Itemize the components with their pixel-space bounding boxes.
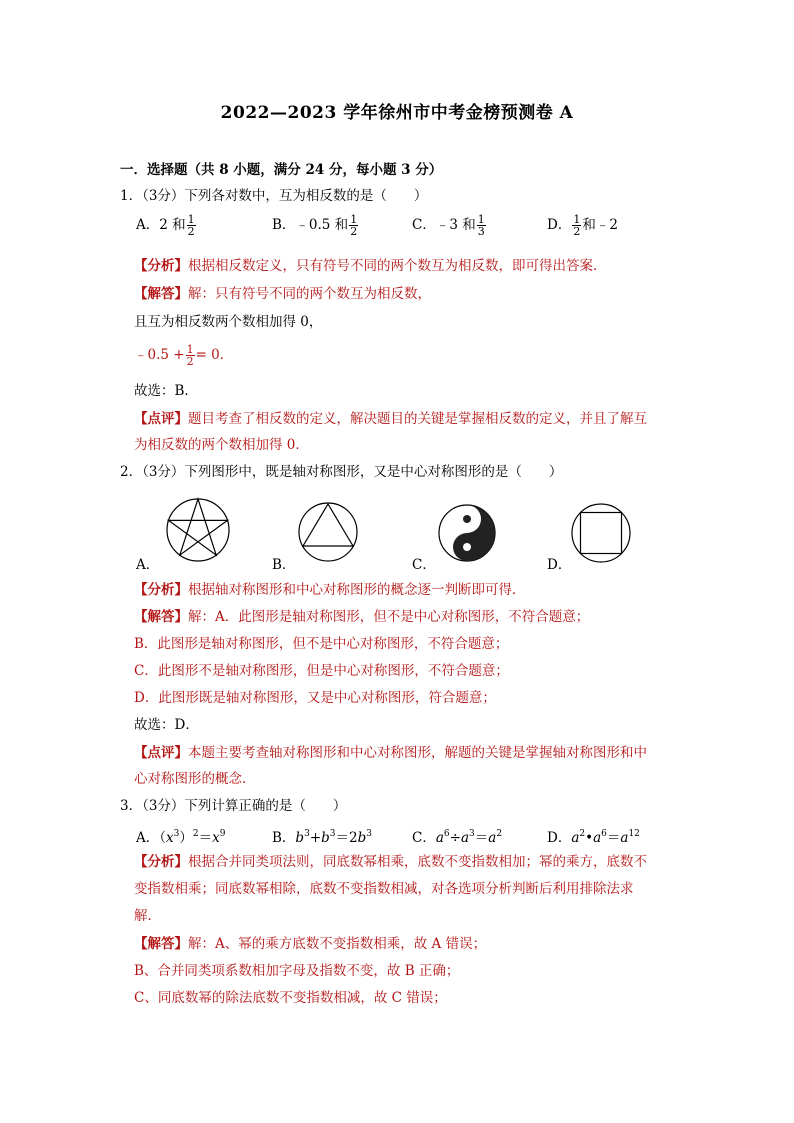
q3-option-c: C．$a^6\div a^3=a^2$ [412,829,503,846]
square-in-circle-icon [570,502,632,564]
q2-answer-d: D．此图形既是轴对称图形，又是中心对称图形，符合题意； [134,690,496,706]
q2-comment: 【点评】本题主要考查轴对称图形和中心对称图形，解题的关键是掌握轴对称图形和中 [134,745,647,761]
q2-answer-c: C．此图形不是轴对称图形，但是中心对称图形，不符合题意； [134,663,509,679]
q1-option-d: D． $\frac{1}{2}$ 和﹣2 [547,213,618,238]
question-3-stem: 3．（3分）下列计算正确的是（ ） [120,798,347,814]
q2-analysis: 【分析】根据轴对称图形和中心对称图形的概念逐一判断即可得． [134,582,526,598]
q2-label-d: D． [547,557,572,573]
question-2-stem: 2．（3分）下列图形中，既是轴对称图形，又是中心对称图形的是（ ） [120,464,563,480]
page-title: 2022—2023 学年徐州市中考金榜预测卷 A [220,103,574,123]
q1-comment: 【点评】题目考查了相反数的定义，解决题目的关键是掌握相反数的定义，并且了解互 [134,411,647,427]
q2-choice: 故选：D． [134,717,199,733]
q3-analysis: 【分析】根据合并同类项法则，同底数幂相乘，底数不变指数相加；幂的乘方，底数不 [134,854,647,870]
q1-analysis: 【分析】根据相反数定义，只有符号不同的两个数互为相反数，即可得出答案． [134,258,607,274]
q1-option-a: A．2 和 $\frac{1}{2}$ [136,213,195,238]
q2-answer-b: B．此图形是轴对称图形，但不是中心对称图形，不符合题意； [134,636,509,652]
q2-label-b: B． [272,557,296,573]
q3-answer: 【解答】解：A、幂的乘方底数不变指数相乘，故 A 错误； [134,936,487,952]
q2-answer: 【解答】解：A．此图形是轴对称图形，但不是中心对称图形，不符合题意； [134,609,590,625]
q3-answer-b: B、合并同类项系数相加字母及指数不变，故 B 正确； [134,963,460,979]
q3-analysis-line3: 解． [134,908,161,924]
q3-answer-c: C、同底数幂的除法底数不变指数相减，故 C 错误； [134,990,447,1006]
q3-analysis-line2: 变指数相乘；同底数幂相除，底数不变指数相减，对各选项分析判断后利用排除法求 [134,881,634,897]
q1-choice: 故选：B． [134,383,198,399]
question-1-stem: 1．（3分）下列各对数中，互为相反数的是（ ） [120,188,428,204]
q3-option-d: D．$a^2•a^6=a^{12}$ [547,829,640,846]
q3-option-b: B．$b^3+b^3=2b^3$ [272,829,372,846]
q3-option-a: A．$(x^3)^2=x^9$ [136,829,226,846]
yin-yang-icon [436,502,498,564]
q1-comment-line2: 为相反数的两个数相加得 0． [134,437,309,453]
section-heading: 一．选择题（共 8 小题，满分 24 分，每小题 3 分） [120,162,443,178]
q1-equation: ﹣0.5 + $\frac{1}{2}$ = 0． [134,343,234,368]
triangle-in-circle-icon [296,500,360,564]
pentagram-in-circle-icon [160,496,238,564]
q1-answer: 【解答】解：只有符号不同的两个数互为相反数， [134,286,431,302]
q2-label-a: A． [136,557,160,573]
q1-option-c: C．﹣3 和 $\frac{1}{3}$ [412,213,485,238]
q2-label-c: C． [412,557,436,573]
q1-option-b: B．﹣0.5 和 $\frac{1}{2}$ [272,213,358,238]
q1-answer-line2: 且互为相反数两个数相加得 0， [134,314,323,330]
q2-comment-line2: 心对称图形的概念． [134,771,256,787]
